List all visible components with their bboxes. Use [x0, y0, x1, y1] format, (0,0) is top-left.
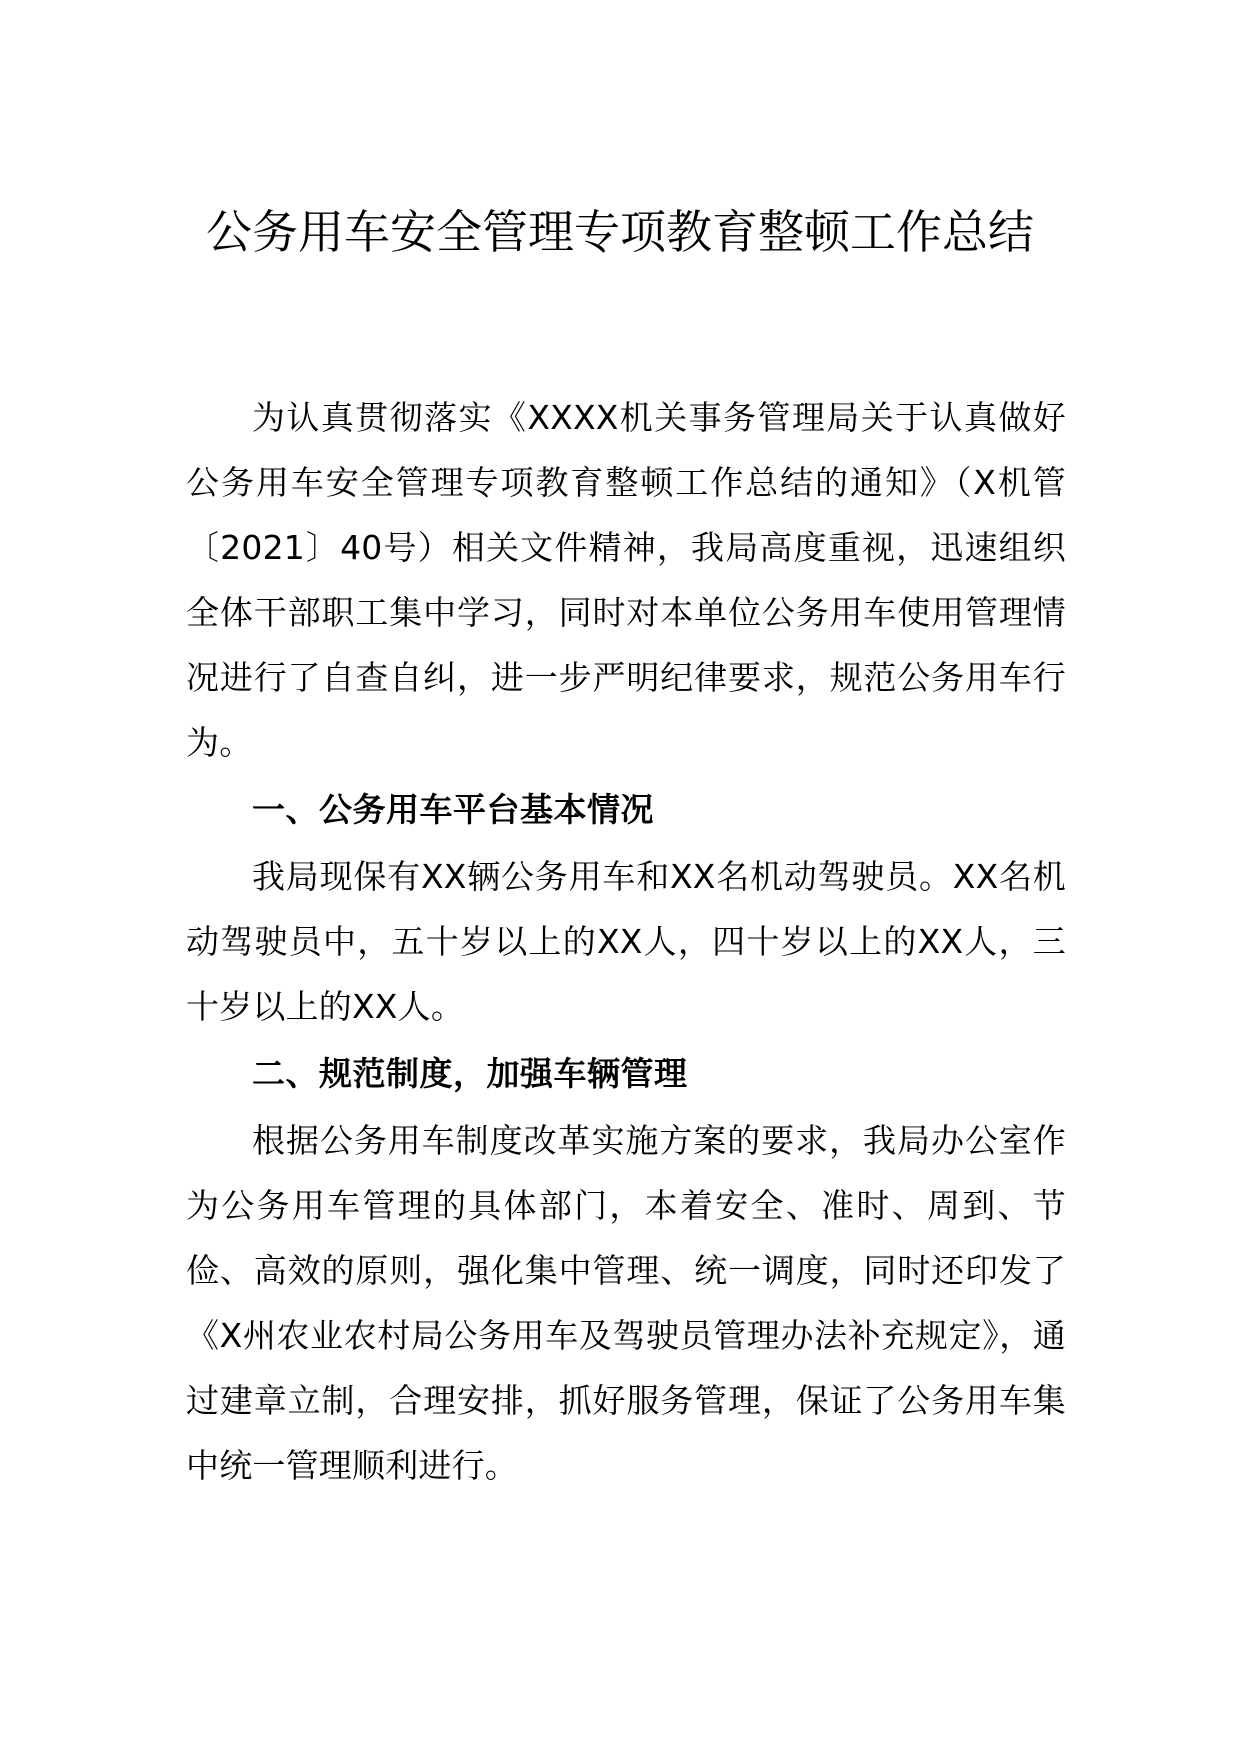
paragraph-vehicle-status: 我局现保有XX辆公务用车和XX名机动驾驶员。XX名机动驾驶员中，五十岁以上的XX人，四十岁以上的XX人，三十岁以上的XX人。	[186, 857, 1066, 1026]
paragraph-management: 根据公务用车制度改革实施方案的要求，我局办公室作为公务用车管理的具体部门，本着安全、准时、周到、节俭、高效的原则，强化集中管理、统一调度，同时还印发了《X州农业农村局公务用车及驾驶员管理办法补充规定》，通过建章立制，合理安排，抓好服务管理，保证了公务用车集中统一管理顺利进行。	[186, 1121, 1066, 1485]
document-title: 公务用车安全管理专项教育整顿工作总结	[206, 205, 1034, 259]
document-body	[186, 385, 1066, 1498]
section-heading-2: 二、规范制度，加强车辆管理	[252, 1054, 688, 1093]
section-heading-1: 一、公务用车平台基本情况	[252, 790, 654, 829]
paragraph-intro: 为认真贯彻落实《XXXX机关事务管理局关于认真做好公务用车安全管理专项教育整顿工作总结的通知》（X机管〔2021〕40号）相关文件精神，我局高度重视，迅速组织全体干部职工集中学习，同时对本单位公务用车使用管理情况进行了自查自纠，进一步严明纪律要求，规范公务用车行为。	[186, 398, 1066, 762]
